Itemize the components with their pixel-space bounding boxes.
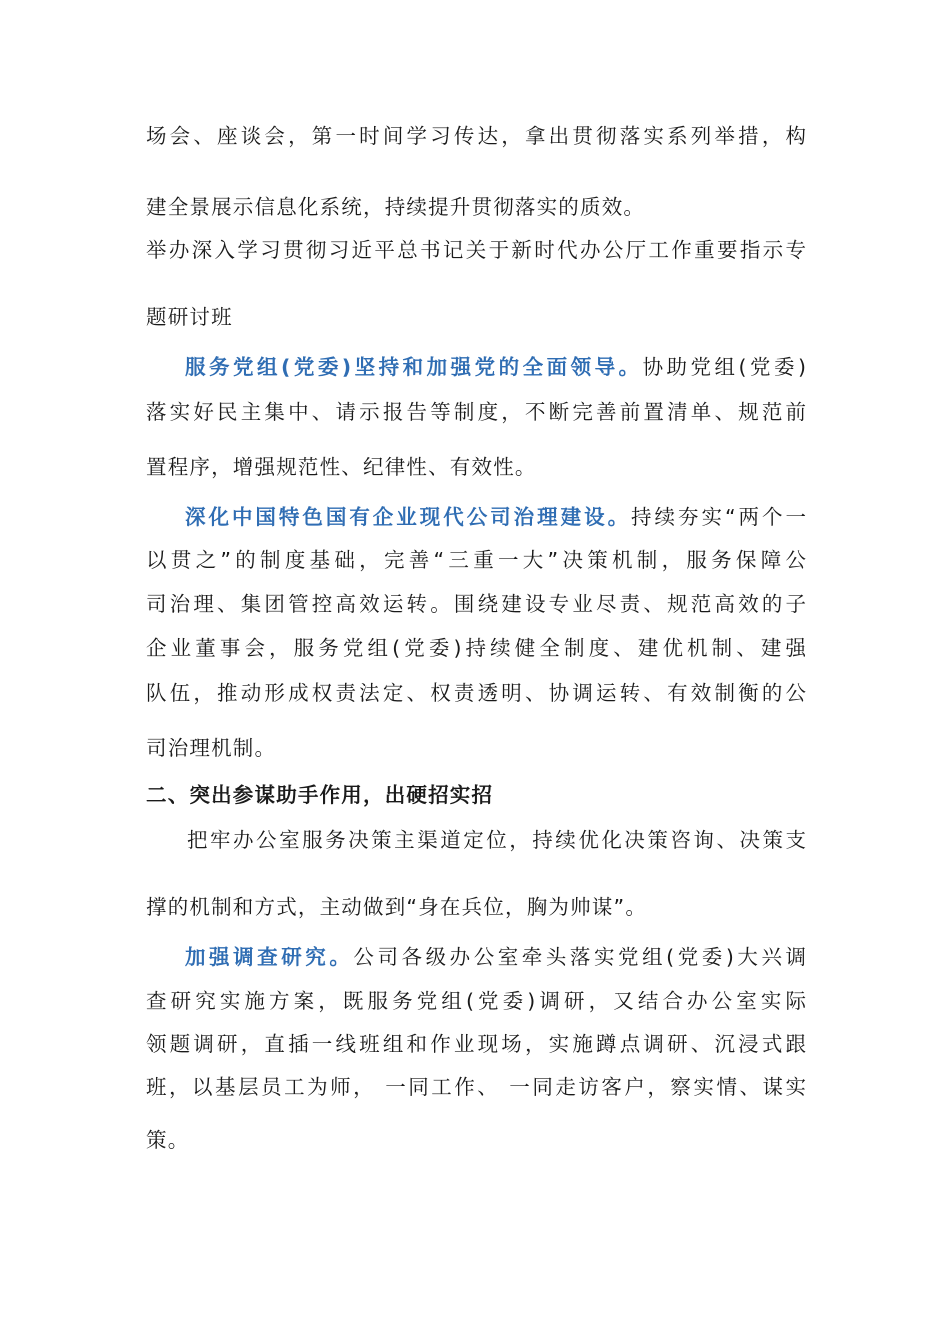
p4-line5: 队伍，推动形成权责法定、权责透明、协调运转、有效制衡的公 xyxy=(146,681,806,705)
p6-heading: 加强调查研究。 xyxy=(185,945,354,969)
p6-line1-rest: 公司各级办公室牵头落实党组(党委)大兴调 xyxy=(353,945,806,969)
p4-line1 xyxy=(185,503,806,531)
p5-line2: 撑的机制和方式，主动做到“身在兵位，胸为帅谋”。 xyxy=(146,895,648,919)
p3-line1-rest: 协助党组(党委) xyxy=(642,355,806,379)
p6-line1 xyxy=(185,943,806,971)
p4-heading: 深化中国特色国有企业现代公司治理建设。 xyxy=(185,505,632,529)
p1-line2: 建全景展示信息化系统，持续提升贯彻落实的质效。 xyxy=(146,195,646,219)
p6-line3: 领题调研，直插一线班组和作业现场，实施蹲点调研、沉浸式跟 xyxy=(146,1032,806,1056)
p4-line4: 企业董事会，服务党组(党委)持续健全制度、建优机制、建强 xyxy=(146,636,806,660)
p3-line1 xyxy=(185,353,806,381)
p3-line3: 置程序，增强规范性、纪律性、有效性。 xyxy=(146,455,537,479)
p6-line4: 班，以基层员工为师， 一同工作、 一同走访客户，察实情、谋实 xyxy=(146,1075,806,1099)
p3-heading: 服务党组(党委)坚持和加强党的全面领导。 xyxy=(185,355,643,379)
p6-line2: 查研究实施方案，既服务党组(党委)调研，又结合办公室实际 xyxy=(146,989,806,1013)
p5-line1: 把牢办公室服务决策主渠道定位，持续优化决策咨询、决策支 xyxy=(187,828,806,852)
p4-line1-rest: 持续夯实“两个一 xyxy=(631,505,806,529)
p6-line5: 策。 xyxy=(146,1128,190,1152)
p4-line3: 司治理、集团管控高效运转。围绕建设专业尽责、规范高效的子 xyxy=(146,592,806,616)
p2-line1: 举办深入学习贯彻习近平总书记关于新时代办公厅工作重要指示专 xyxy=(146,238,806,262)
p4-line2: 以贯之”的制度基础，完善“三重一大”决策机制，服务保障公 xyxy=(146,548,806,572)
p4-line6: 司治理机制。 xyxy=(146,736,277,760)
p2-line2: 题研讨班 xyxy=(146,305,233,329)
section2-title: 二、突出参谋助手作用，出硬招实招 xyxy=(146,783,494,807)
p1-line1: 场会、座谈会，第一时间学习传达，拿出贯彻落实系列举措，构 xyxy=(146,124,806,148)
p3-line2: 落实好民主集中、请示报告等制度，不断完善前置清单、规范前 xyxy=(146,400,806,424)
